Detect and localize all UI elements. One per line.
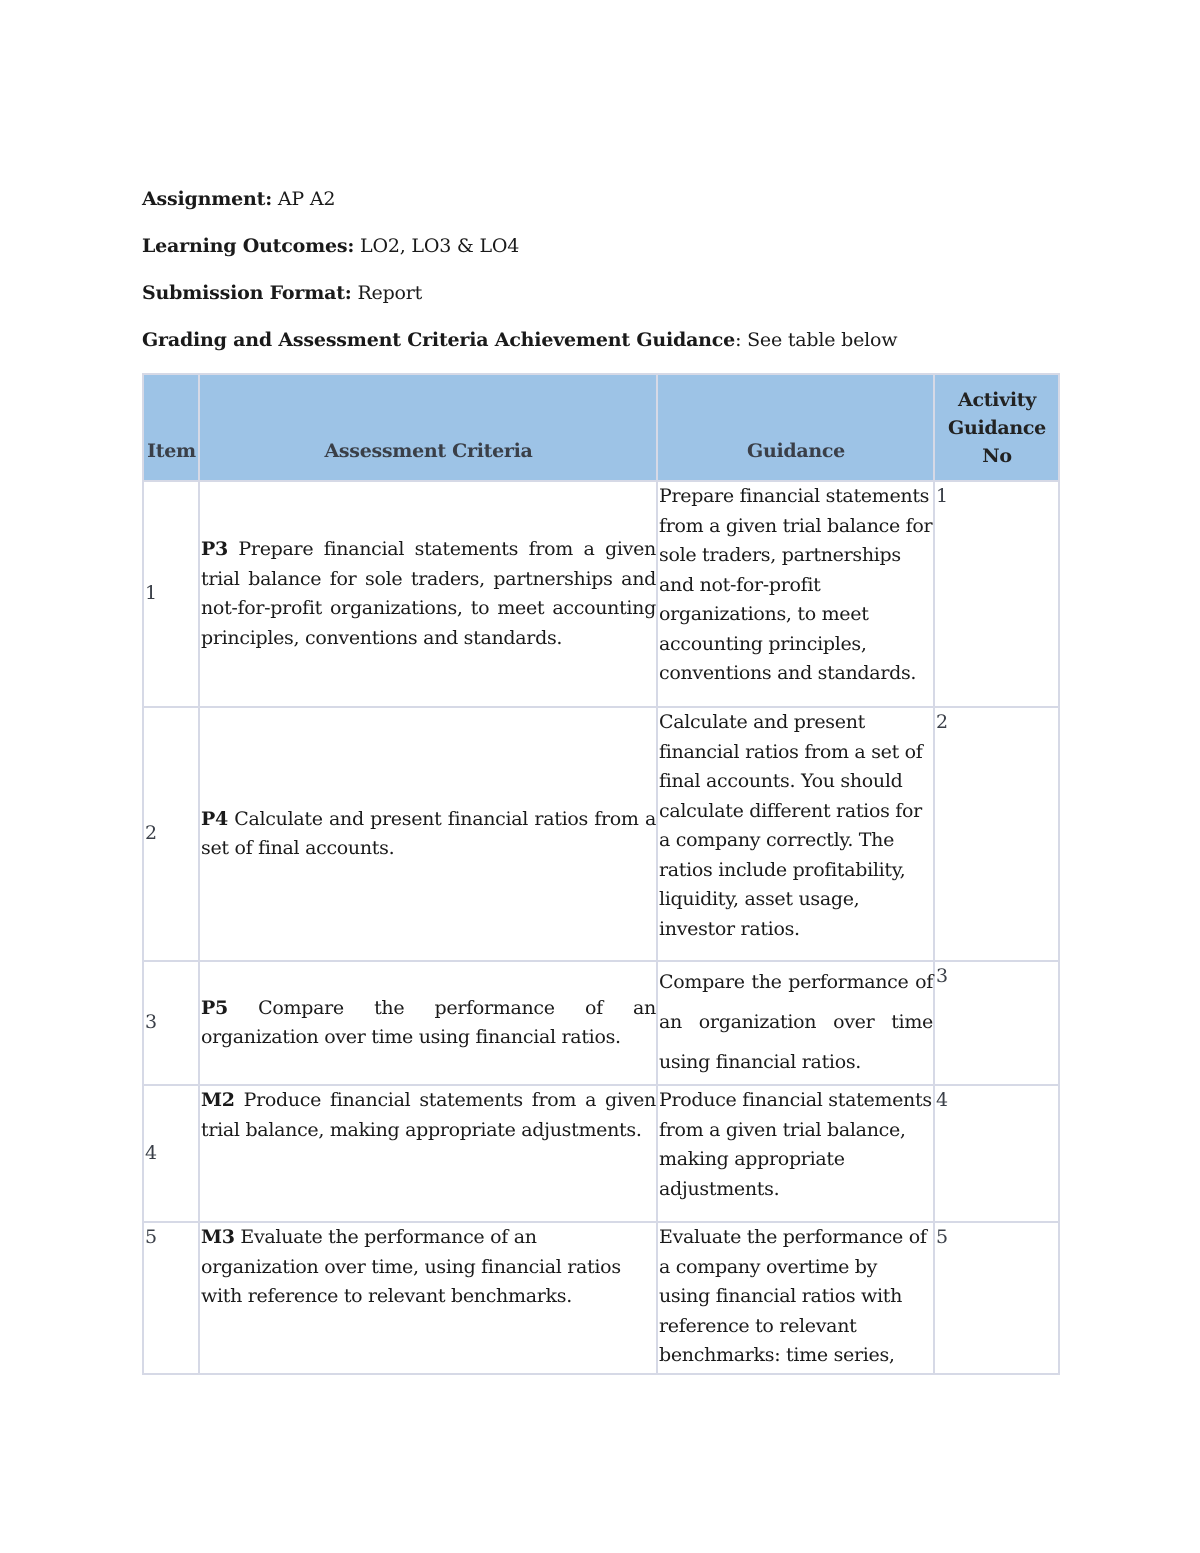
table-row [143,481,1059,707]
criteria-text: Evaluate the performance of an organization over time, using financial ratios with reference to relevant benchmarks. [201,1226,621,1307]
assessment-criteria-cell [199,707,657,961]
column-header-activity-guidance-no [934,374,1059,481]
table-row [143,707,1059,961]
item-number: 4 [143,1085,199,1222]
criteria-code: M3 [201,1226,235,1248]
column-header-assessment-criteria: Assessment Criteria [199,374,657,481]
activity-header-line-3: No [982,444,1012,467]
assignment-details [142,186,1062,374]
grading-guidance-value: : See table below [735,329,898,351]
guidance-cell: Evaluate the performance of a company overtime by using financial ratios with reference to relevant benchmarks: time series, [657,1222,934,1374]
criteria-text: Compare the performance of an organization over time using financial ratios. [201,996,656,1048]
guidance-cell: Prepare financial statements from a given trial balance for sole traders, partnerships and not-for-profit organizations, to meet accounting principles, conventions and standards. [657,481,934,707]
activity-guidance-number: 1 [934,481,1059,707]
assessment-criteria-cell [199,961,657,1085]
activity-guidance-number: 3 [934,961,1059,1085]
activity-header-line-2: Guidance [948,416,1046,439]
submission-format-value: Report [357,282,423,304]
table-row [143,961,1059,1085]
criteria-text: Calculate and present financial ratios from a set of final accounts. [201,807,656,859]
column-header-guidance: Guidance [657,374,934,481]
guidance-cell: Calculate and present financial ratios from a set of final accounts. You should calculate different ratios for a company correctly. The ratios include profitability, liquidity, asset usage, investor ratios. [657,707,934,961]
grading-guidance-line [142,327,1062,354]
criteria-code: P4 [201,807,228,830]
activity-guidance-number: 5 [934,1222,1059,1374]
learning-outcomes-value: LO2, LO3 & LO4 [360,235,520,257]
activity-header-line-1: Activity [958,388,1036,411]
activity-guidance-number: 4 [934,1085,1059,1222]
item-number: 1 [143,481,199,707]
table-header-row [143,374,1059,481]
submission-format-line [142,280,1062,307]
assessment-criteria-cell [199,1222,657,1374]
item-number: 5 [143,1222,199,1374]
item-number: 2 [143,707,199,961]
submission-format-label: Submission Format: [142,282,352,304]
criteria-text: Produce financial statements from a given trial balance, making appropriate adjustments. [201,1089,656,1141]
guidance-cell: Compare the performance of an organization over time using financial ratios. [657,961,934,1085]
assessment-criteria-cell [199,481,657,707]
learning-outcomes-line [142,233,1062,260]
assignment-value: AP A2 [277,188,336,210]
table-row [143,1222,1059,1374]
column-header-item: Item [143,374,199,481]
assessment-criteria-cell [199,1085,657,1222]
assignment-label: Assignment: [142,188,273,210]
assignment-line [142,186,1062,213]
item-number: 3 [143,961,199,1085]
criteria-code: P5 [201,996,228,1019]
learning-outcomes-label: Learning Outcomes: [142,235,355,257]
table-row [143,1085,1059,1222]
criteria-code: M2 [201,1089,235,1111]
guidance-cell: Produce financial statements from a given trial balance, making appropriate adjustments. [657,1085,934,1222]
criteria-text: Prepare financial statements from a given trial balance for sole traders, partnerships and not-for-profit organizations, to meet accounting principles, conventions and standards. [201,538,656,649]
criteria-code: P3 [201,538,228,560]
grading-guidance-label: Grading and Assessment Criteria Achievement Guidance [142,329,736,351]
activity-guidance-number: 2 [934,707,1059,961]
assessment-criteria-table [142,373,1060,1375]
